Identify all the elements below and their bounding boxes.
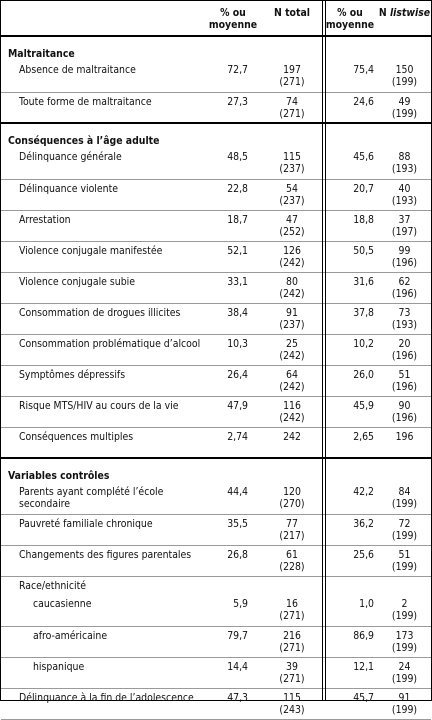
n-listwise-count: 20 bbox=[398, 337, 411, 350]
n-total-count: 64 bbox=[286, 368, 298, 381]
percent-listwise-cell: 24,6 bbox=[322, 92, 378, 123]
group-header bbox=[1, 576, 431, 595]
group-title: Race/ethnicité bbox=[19, 579, 87, 592]
n-total-cell bbox=[262, 303, 322, 334]
n-total-count: 197 bbox=[283, 64, 301, 76]
table-row bbox=[1, 210, 431, 241]
percent-total-cell: 14,4 bbox=[204, 657, 262, 688]
n-listwise-base: (196) bbox=[391, 349, 418, 362]
percent-listwise-cell: 45,6 bbox=[322, 148, 378, 179]
n-total-cell bbox=[262, 595, 322, 626]
n-total-base: (252) bbox=[279, 225, 305, 238]
percent-total-cell: 26,8 bbox=[204, 545, 262, 576]
n-listwise-base: (199) bbox=[391, 529, 418, 542]
n-listwise-base: (199) bbox=[391, 498, 418, 510]
n-total-base: (271) bbox=[279, 672, 305, 685]
percent-listwise-cell: 10,2 bbox=[322, 334, 378, 365]
percent-total-cell: 48,5 bbox=[204, 148, 262, 179]
n-listwise-base: (197) bbox=[391, 225, 418, 238]
n-listwise-count: 51 bbox=[398, 548, 411, 561]
n-total-base: (242) bbox=[279, 349, 305, 362]
percent-total-cell: 52,1 bbox=[204, 241, 262, 272]
n-listwise-base: (199) bbox=[391, 641, 418, 654]
n-total-base: (217) bbox=[279, 529, 305, 542]
header-row bbox=[1, 1, 431, 36]
n-total-cell bbox=[262, 365, 322, 396]
statistics-table bbox=[1, 1, 431, 720]
n-listwise-cell bbox=[378, 626, 431, 657]
n-total-count: 54 bbox=[286, 182, 298, 195]
n-total-cell bbox=[262, 688, 322, 719]
percent-total-cell: 22,8 bbox=[204, 179, 262, 210]
n-total-base: (242) bbox=[279, 256, 305, 269]
n-listwise-count: 150 bbox=[395, 64, 414, 76]
n-listwise-base: (199) bbox=[391, 560, 418, 573]
n-total-base: (271) bbox=[279, 610, 305, 622]
n-total-cell bbox=[262, 272, 322, 303]
n-listwise-count: 37 bbox=[398, 213, 411, 226]
n-total-base: (242) bbox=[279, 411, 305, 424]
n-listwise-count: 49 bbox=[398, 95, 411, 108]
n-total-base: (270) bbox=[279, 498, 305, 510]
n-total-cell bbox=[262, 334, 322, 365]
percent-listwise-cell: 75,4 bbox=[322, 61, 378, 92]
n-total-base: (237) bbox=[279, 163, 305, 175]
n-total-cell bbox=[262, 61, 322, 92]
n-listwise-base: (199) bbox=[391, 610, 418, 622]
percent-listwise-cell: 50,5 bbox=[322, 241, 378, 272]
header-n-total: N total bbox=[262, 1, 322, 36]
n-listwise-count: 73 bbox=[398, 306, 411, 319]
percent-listwise-cell: 20,7 bbox=[322, 179, 378, 210]
n-total-base: (271) bbox=[279, 76, 305, 88]
n-total-base: (237) bbox=[279, 194, 305, 207]
row-label: Conséquences multiples bbox=[1, 427, 204, 458]
n-listwise-base: (196) bbox=[391, 256, 418, 269]
percent-listwise-cell: 2,65 bbox=[322, 427, 378, 458]
section-title: Variables contrôles bbox=[8, 470, 110, 482]
n-listwise-cell bbox=[378, 148, 431, 179]
percent-listwise-cell: 26,0 bbox=[322, 365, 378, 396]
n-listwise-base: (193) bbox=[391, 318, 418, 331]
percent-total-cell: 47,9 bbox=[204, 396, 262, 427]
n-total-count: 216 bbox=[283, 629, 301, 642]
table-row bbox=[1, 396, 431, 427]
table-row bbox=[1, 688, 431, 719]
n-total-cell bbox=[262, 148, 322, 179]
n-listwise-count: 88 bbox=[398, 151, 411, 163]
n-total-count: 115 bbox=[283, 151, 301, 163]
n-listwise-count: 84 bbox=[398, 486, 411, 498]
row-label: Absence de maltraitance bbox=[1, 61, 204, 92]
n-listwise-cell bbox=[378, 241, 431, 272]
percent-total-cell: 18,7 bbox=[204, 210, 262, 241]
n-total-count: 61 bbox=[286, 548, 298, 561]
n-listwise-cell bbox=[378, 396, 431, 427]
n-listwise-count: 51 bbox=[398, 368, 411, 381]
percent-total-cell: 44,4 bbox=[204, 483, 262, 514]
n-listwise-count: 91 bbox=[398, 691, 411, 704]
row-label: Violence conjugale manifestée bbox=[1, 241, 204, 272]
n-total-cell bbox=[262, 545, 322, 576]
n-total-base: (228) bbox=[279, 560, 305, 573]
percent-listwise-cell: 25,6 bbox=[322, 545, 378, 576]
header-percent-listwise: % ou moyenne bbox=[322, 1, 378, 36]
n-total-cell bbox=[262, 396, 322, 427]
table-body bbox=[1, 36, 431, 719]
n-total-cell bbox=[262, 241, 322, 272]
n-listwise-cell bbox=[378, 483, 431, 514]
percent-total-cell: 79,7 bbox=[204, 626, 262, 657]
section-header bbox=[1, 458, 431, 483]
n-total-count: 120 bbox=[283, 486, 301, 498]
n-listwise-count: 90 bbox=[398, 399, 411, 412]
n-total-base: (242) bbox=[279, 287, 305, 300]
n-listwise-count: 173 bbox=[395, 629, 414, 642]
n-listwise-base: (199) bbox=[391, 703, 418, 716]
row-label: afro-américaine bbox=[1, 626, 204, 657]
row-label: Délinquance violente bbox=[1, 179, 204, 210]
table-row bbox=[1, 365, 431, 396]
percent-listwise-cell: 45,9 bbox=[322, 396, 378, 427]
table-row bbox=[1, 626, 431, 657]
n-listwise-base: (196) bbox=[391, 380, 418, 393]
percent-total-cell: 5,9 bbox=[204, 595, 262, 626]
column-group-separator bbox=[322, 1, 326, 700]
header-empty bbox=[1, 1, 204, 36]
row-label: Délinquance à la fin de l’adolescence bbox=[1, 688, 204, 719]
percent-total-cell: 35,5 bbox=[204, 514, 262, 545]
n-listwise-base: (196) bbox=[391, 411, 418, 424]
percent-total-cell: 10,3 bbox=[204, 334, 262, 365]
n-total-cell bbox=[262, 92, 322, 123]
table-row bbox=[1, 545, 431, 576]
row-label: Arrestation bbox=[1, 210, 204, 241]
percent-listwise-cell: 37,8 bbox=[322, 303, 378, 334]
table-row bbox=[1, 148, 431, 179]
n-listwise-cell bbox=[378, 688, 431, 719]
percent-listwise-cell: 86,9 bbox=[322, 626, 378, 657]
n-total-count: 74 bbox=[286, 95, 298, 108]
percent-total-cell: 47,3 bbox=[204, 688, 262, 719]
section-title: Conséquences à l’âge adulte bbox=[8, 135, 160, 147]
n-listwise-cell bbox=[378, 179, 431, 210]
percent-listwise-cell: 36,2 bbox=[322, 514, 378, 545]
section-header bbox=[1, 36, 431, 61]
header-percent-total: % ou moyenne bbox=[204, 1, 262, 36]
percent-listwise-cell: 1,0 bbox=[322, 595, 378, 626]
n-listwise-base: (199) bbox=[391, 76, 418, 88]
table-row bbox=[1, 92, 431, 123]
n-listwise-count: 72 bbox=[398, 517, 411, 530]
table-row bbox=[1, 334, 431, 365]
n-listwise-cell bbox=[378, 595, 431, 626]
n-listwise-cell bbox=[378, 272, 431, 303]
percent-total-cell: 27,3 bbox=[204, 92, 262, 123]
n-total-base: (271) bbox=[279, 107, 305, 120]
n-listwise-base: (199) bbox=[391, 672, 418, 685]
table-row bbox=[1, 483, 431, 514]
n-total-count: 116 bbox=[283, 399, 301, 412]
n-listwise-base: (193) bbox=[391, 194, 418, 207]
n-listwise-cell bbox=[378, 514, 431, 545]
n-listwise-cell bbox=[378, 657, 431, 688]
table-row bbox=[1, 427, 431, 458]
n-total-count: 25 bbox=[286, 337, 298, 350]
row-label: Violence conjugale subie bbox=[1, 272, 204, 303]
percent-listwise-cell: 42,2 bbox=[322, 483, 378, 514]
row-label: Changements des figures parentales bbox=[1, 545, 204, 576]
n-total-base: (271) bbox=[279, 641, 305, 654]
header-n-listwise: N listwise bbox=[378, 1, 431, 36]
percent-total-cell: 26,4 bbox=[204, 365, 262, 396]
n-total-base: (242) bbox=[279, 380, 305, 393]
table-row bbox=[1, 179, 431, 210]
n-listwise-base: (193) bbox=[391, 163, 418, 175]
n-total-cell bbox=[262, 657, 322, 688]
n-total-count: 77 bbox=[286, 517, 298, 530]
table-row bbox=[1, 272, 431, 303]
n-listwise-count: 40 bbox=[398, 182, 411, 195]
percent-total-cell: 2,74 bbox=[204, 427, 262, 458]
n-listwise-count: 24 bbox=[398, 660, 411, 673]
section-title: Maltraitance bbox=[8, 48, 75, 60]
n-listwise-cell bbox=[378, 334, 431, 365]
n-total-count: 16 bbox=[286, 598, 298, 610]
row-label: Consommation problématique d’alcool bbox=[1, 334, 204, 365]
n-total-count: 47 bbox=[286, 213, 298, 226]
row-label: Pauvreté familiale chronique bbox=[1, 514, 204, 545]
n-total-cell bbox=[262, 626, 322, 657]
table-row bbox=[1, 514, 431, 545]
table-row bbox=[1, 657, 431, 688]
table-row bbox=[1, 241, 431, 272]
table-row bbox=[1, 303, 431, 334]
n-listwise-cell bbox=[378, 427, 431, 458]
row-label: caucasienne bbox=[1, 595, 204, 626]
n-total-cell bbox=[262, 427, 322, 458]
n-listwise-base: (199) bbox=[391, 107, 418, 120]
percent-listwise-cell: 31,6 bbox=[322, 272, 378, 303]
section-header bbox=[1, 123, 431, 148]
percent-total-cell: 33,1 bbox=[204, 272, 262, 303]
n-listwise-count: 62 bbox=[398, 275, 411, 288]
row-label: Parents ayant complété l’école secondaire bbox=[1, 483, 204, 514]
n-total-count: 242 bbox=[283, 430, 301, 443]
n-listwise-cell bbox=[378, 303, 431, 334]
n-listwise-base: (196) bbox=[391, 287, 418, 300]
row-label: Toute forme de maltraitance bbox=[1, 92, 204, 123]
percent-total-cell: 72,7 bbox=[204, 61, 262, 92]
n-total-count: 126 bbox=[283, 244, 301, 257]
n-total-count: 115 bbox=[283, 691, 301, 704]
percent-total-cell: 38,4 bbox=[204, 303, 262, 334]
row-label: Symptômes dépressifs bbox=[1, 365, 204, 396]
n-total-base: (243) bbox=[279, 703, 305, 716]
n-listwise-cell bbox=[378, 545, 431, 576]
n-listwise-cell bbox=[378, 210, 431, 241]
n-total-count: 91 bbox=[286, 306, 298, 319]
percent-listwise-cell: 18,8 bbox=[322, 210, 378, 241]
table-row bbox=[1, 61, 431, 92]
n-total-cell bbox=[262, 179, 322, 210]
n-total-cell bbox=[262, 483, 322, 514]
n-listwise-count: 196 bbox=[395, 430, 414, 443]
n-listwise-count: 99 bbox=[398, 244, 411, 257]
percent-listwise-cell: 45,7 bbox=[322, 688, 378, 719]
row-label: hispanique bbox=[1, 657, 204, 688]
row-label: Consommation de drogues illicites bbox=[1, 303, 204, 334]
n-listwise-count: 2 bbox=[401, 598, 408, 610]
n-listwise-cell bbox=[378, 365, 431, 396]
n-listwise-cell bbox=[378, 61, 431, 92]
table-row bbox=[1, 595, 431, 626]
percent-listwise-cell: 12,1 bbox=[322, 657, 378, 688]
n-total-count: 80 bbox=[286, 275, 298, 288]
n-total-cell bbox=[262, 514, 322, 545]
row-label: Risque MTS/HIV au cours de la vie bbox=[1, 396, 204, 427]
n-total-cell bbox=[262, 210, 322, 241]
n-total-count: 39 bbox=[286, 660, 298, 673]
n-listwise-cell bbox=[378, 92, 431, 123]
n-total-base: (237) bbox=[279, 318, 305, 331]
row-label: Délinquance générale bbox=[1, 148, 204, 179]
